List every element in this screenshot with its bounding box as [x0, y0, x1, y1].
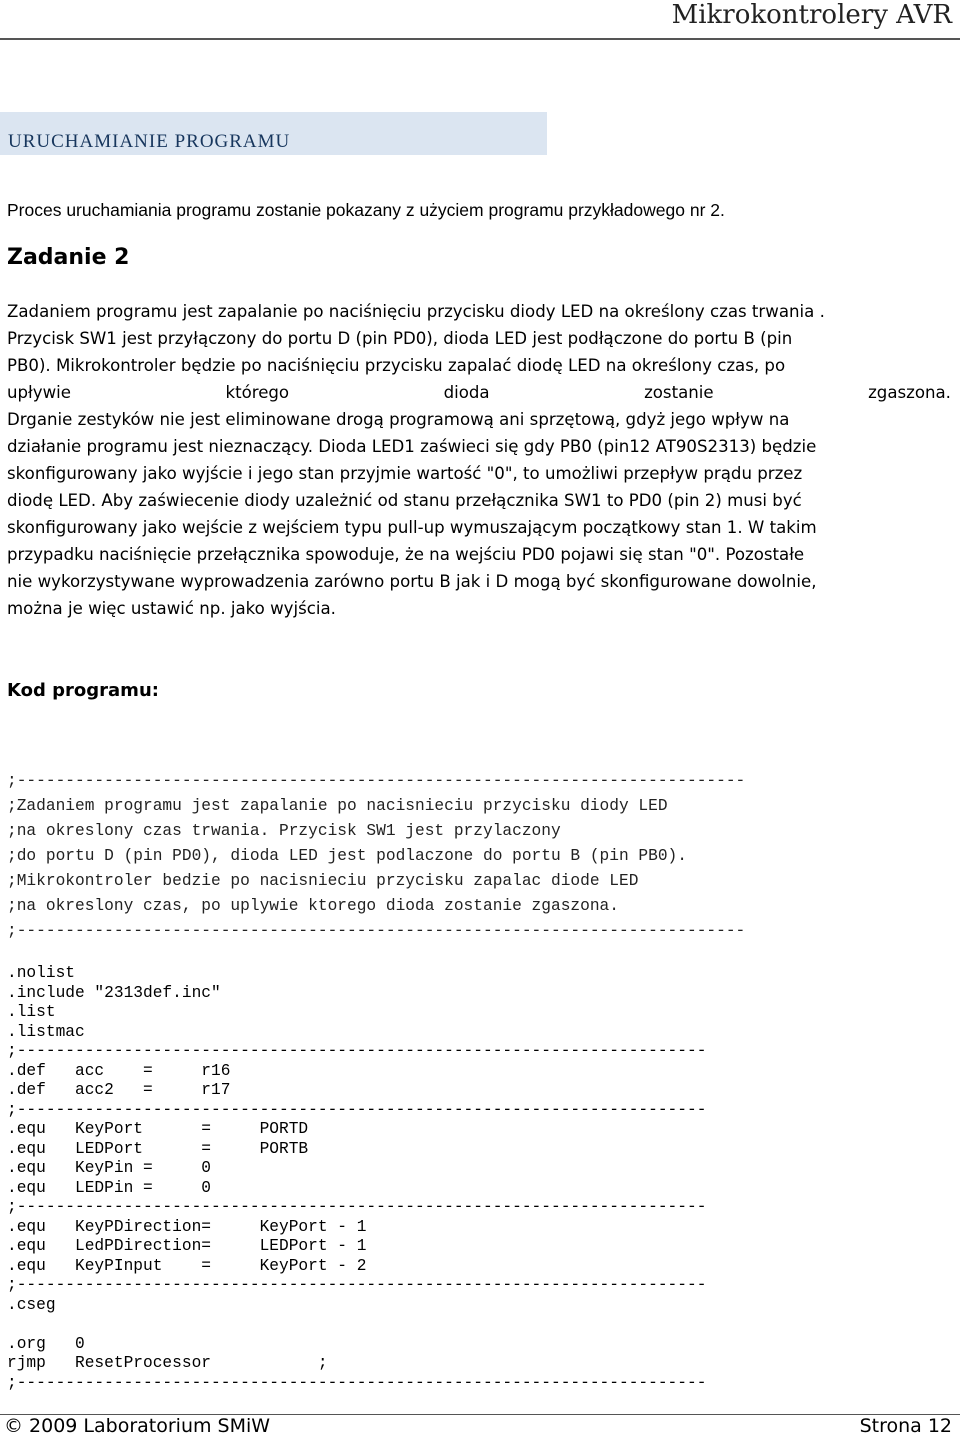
page-header-title: Mikrokontrolery AVR: [671, 0, 952, 30]
word: zgaszona.: [868, 383, 951, 402]
code-line: rjmp ResetProcessor ;: [7, 1354, 328, 1372]
code-line: ;na okreslony czas, po uplywie ktorego dioda zostanie zgaszona.: [7, 897, 619, 915]
paragraph-line: nie wykorzystywane wyprowadzenia zarówno portu B jak i D mogą być skonfigurowane dowolnie,: [7, 572, 817, 591]
paragraph-line: skonfigurowany jako wyjście i jego stan przyjmie wartość "0", to umożliwi przepływ prądu przez: [7, 464, 803, 483]
code-line: .include "2313def.inc": [7, 983, 221, 1002]
code-line: .equ LedPDirection= LEDPort - 1: [7, 1237, 367, 1255]
word: zostanie: [644, 383, 714, 402]
paragraph-line: diodę LED. Aby zaświecenie diody uzależnić od stanu przełącznika SW1 to PD0 (pin 2) musi być: [7, 491, 802, 510]
code-line: .def acc2 = r17: [7, 1081, 231, 1099]
word: upływie: [7, 383, 71, 402]
code-line: .equ KeyPInput = KeyPort - 2: [7, 1256, 367, 1275]
word: którego: [225, 383, 290, 402]
zadanie-heading: Zadanie 2: [7, 245, 130, 270]
code-line: .list: [7, 1003, 56, 1021]
code-line: ;-----------------------------------------------------------------------: [7, 1100, 707, 1119]
intro-text: Proces uruchamiania programu zostanie pokazany z użyciem programu przykładowego nr 2.: [7, 200, 725, 220]
code-line: .equ LEDPin = 0: [7, 1178, 211, 1197]
paragraph-line: przypadku naciśnięcie przełącznika spowoduje, że na wejściu PD0 pojawi się stan "0". Pozostałe: [7, 545, 805, 564]
code-line: .equ KeyPort = PORTD: [7, 1120, 309, 1138]
code-line: .listmac: [7, 1022, 85, 1041]
footer-copyright: © 2009 Laboratorium SMiW: [4, 1415, 271, 1437]
code-line: ;do portu D (pin PD0), dioda LED jest podlaczone do portu B (pin PB0).: [7, 847, 687, 865]
paragraph-line: skonfigurowany jako wejście z wejściem typu pull-up wymuszającym początkowy stan 1. W takim: [7, 518, 817, 537]
code-line: .equ LEDPort = PORTB: [7, 1139, 309, 1158]
header-rule: [0, 38, 960, 40]
code-line: ;-----------------------------------------------------------------------: [7, 1042, 707, 1060]
code-line: .def acc = r16: [7, 1061, 231, 1080]
kod-heading: Kod programu:: [7, 680, 159, 701]
code-line: .cseg: [7, 1295, 56, 1314]
code-line: .equ KeyPin = 0: [7, 1159, 211, 1177]
code-line: ;-----------------------------------------------------------------------: [7, 1276, 707, 1294]
paragraph-line: Przycisk SW1 jest przyłączony do portu D (pin PD0), dioda LED jest podłączone do portu B (pin: [7, 329, 793, 348]
paragraph-line: [7, 379, 951, 406]
code-line: ;---------------------------------------------------------------------------: [7, 922, 746, 940]
paragraph-line: Zadaniem programu jest zapalanie po naciśnięciu przycisku diody LED na określony czas trwania .: [7, 302, 825, 321]
code-line: .org 0: [7, 1334, 85, 1353]
paragraph-line: Drganie zestyków nie jest eliminowane drogą programową ani sprzętową, gdyż jego wpływ na: [7, 410, 790, 429]
code-line: ;Mikrokontroler bedzie po nacisnieciu przycisku zapalac diode LED: [7, 872, 639, 890]
code-line: ;-----------------------------------------------------------------------: [7, 1373, 707, 1392]
paragraph-line: działanie programu jest nieznaczący. Dioda LED1 zaświeci się gdy PB0 (pin12 AT90S2313) będzie: [7, 437, 817, 456]
code-line: .equ KeyPDirection= KeyPort - 1: [7, 1217, 367, 1236]
code-line: ;na okreslony czas trwania. Przycisk SW1 jest przylaczony: [7, 822, 561, 840]
code-line: ;---------------------------------------------------------------------------: [7, 772, 746, 790]
word: dioda: [443, 383, 490, 402]
code-line: ;Zadaniem programu jest zapalanie po nacisnieciu przycisku diody LED: [7, 797, 668, 815]
code-line: ;-----------------------------------------------------------------------: [7, 1198, 707, 1216]
section-title: URUCHAMIANIE PROGRAMU: [8, 131, 291, 152]
paragraph-line: PB0). Mikrokontroler będzie po naciśnięciu przycisku zapalać diodę LED na określony czas, po: [7, 356, 786, 375]
paragraph-line: można je więc ustawić np. jako wyjścia.: [7, 599, 336, 618]
code-line: .nolist: [7, 964, 75, 982]
footer-page-number: Strona 12: [859, 1415, 952, 1437]
